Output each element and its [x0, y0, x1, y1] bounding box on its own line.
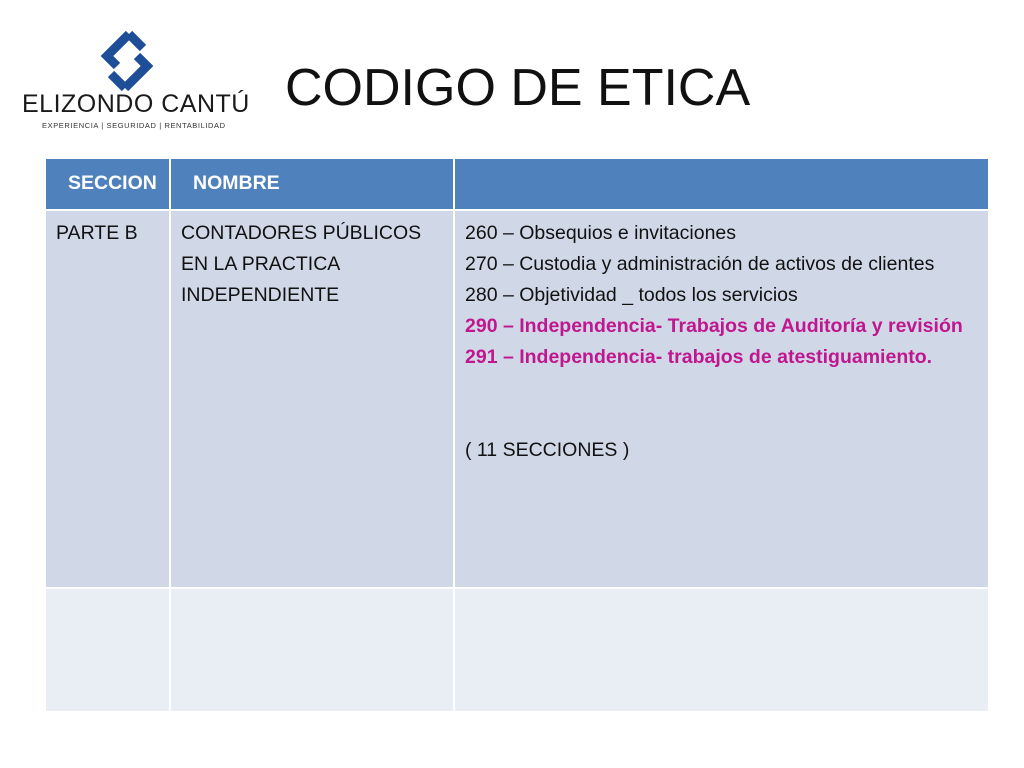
seccion-text	[46, 589, 169, 596]
table-header-row	[45, 158, 989, 210]
section-count-note: ( 11 SECCIONES )	[465, 439, 630, 461]
cell-items-empty	[454, 588, 989, 712]
codigo-table	[44, 157, 990, 713]
header-empty-label	[455, 159, 988, 168]
page-title: CODIGO DE ETICA	[285, 59, 751, 117]
header-nombre-label: NOMBRE	[193, 172, 280, 194]
header-nombre	[170, 158, 454, 210]
spacer	[465, 373, 978, 435]
note-text	[455, 589, 988, 596]
company-logo	[22, 30, 250, 130]
list-item: 270 – Custodia y administración de activos de clientes	[465, 253, 935, 275]
list-item-highlighted: 291 – Independencia- trabajos de atestiguamiento.	[465, 346, 933, 368]
list-item: 260 – Obsequios e invitaciones	[465, 222, 737, 244]
list-item: 280 – Objetividad _ todos los servicios	[465, 284, 798, 306]
seccion-text: PARTE B	[56, 222, 138, 244]
brand-tagline: EXPERIENCIA | SEGURIDAD | RENTABILIDAD	[42, 121, 226, 130]
list-item-highlighted: 290 – Independencia- Trabajos de Auditoría y revisión	[465, 315, 963, 337]
cell-seccion-empty	[45, 588, 170, 712]
header-empty	[454, 158, 989, 210]
header-seccion	[45, 158, 170, 210]
nombre-text	[171, 589, 453, 596]
nombre-text: CONTADORES PÚBLICOS EN LA PRACTICA INDEPENDIENTE	[181, 222, 422, 306]
cell-items	[454, 210, 989, 588]
cell-nombre-empty	[170, 588, 454, 712]
table-row	[45, 588, 989, 712]
cell-seccion	[45, 210, 170, 588]
s-diamond-logo-icon	[87, 30, 167, 92]
header-seccion-label: SECCION	[68, 172, 157, 194]
cell-nombre	[170, 210, 454, 588]
brand-name: ELIZONDO CANTÚ	[22, 90, 250, 118]
table-row	[45, 210, 989, 588]
